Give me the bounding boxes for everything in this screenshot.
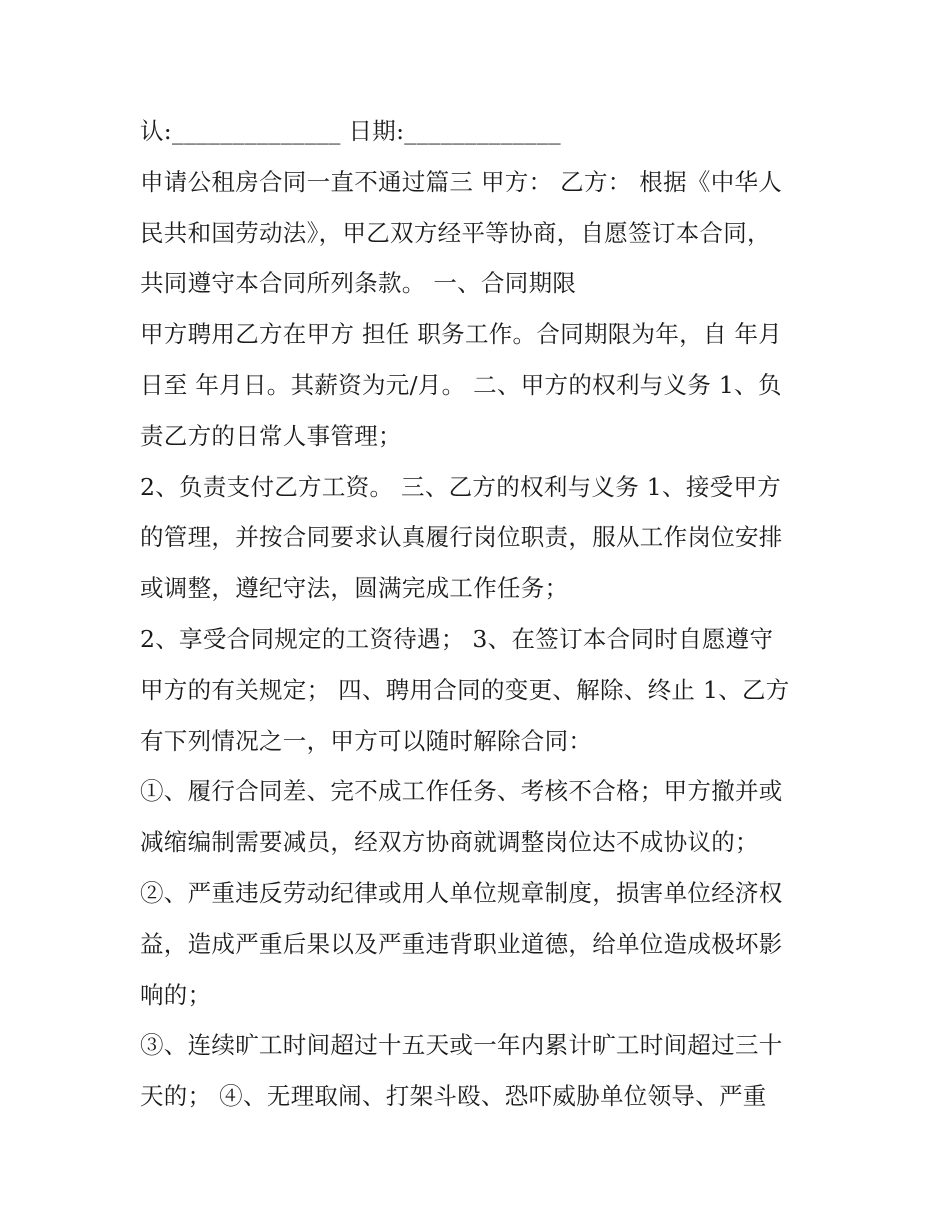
text-line: 响的； [140, 980, 212, 1009]
text-line: 甲方的有关规定； 四、聘用合同的变更、解除、终止 1、乙方 [140, 675, 790, 704]
text-line: 2、享受合同规定的工资待遇； 3、在签订本合同时自愿遵守 [140, 624, 774, 653]
text-line: 减缩编制需要减员，经双方协商就调整岗位达不成协议的； [140, 828, 759, 857]
text-line: 共同遵守本合同所列条款。 一、合同期限 [140, 269, 577, 298]
text-line: 或调整，遵纪守法，圆满完成工作任务； [140, 574, 569, 603]
text-line: ③、连续旷工时间超过十五天或一年内累计旷工时间超过三十 [140, 1031, 783, 1060]
text-line: 甲方聘用乙方在甲方 担任 职务工作。合同期限为年，自 年月 [140, 320, 783, 349]
text-line: 天的； ④、无理取闹、打架斗殴、恐吓威胁单位领导、严重 [140, 1082, 767, 1111]
text-line: 2、负责支付乙方工资。 三、乙方的权利与义务 1、接受甲方 [140, 472, 782, 501]
text-line: 益，造成严重后果以及严重违背职业道德，给单位造成极坏影 [140, 929, 783, 958]
text-line: 有下列情况之一，甲方可以随时解除合同： [140, 726, 593, 755]
text-line: ②、严重违反劳动纪律或用人单位规章制度，损害单位经济权 [140, 878, 783, 907]
text-line: 申请公租房合同一直不通过篇三 甲方： 乙方： 根据《中华人 [140, 167, 783, 196]
text-line: 认:______________ 日期:_____________ [140, 117, 561, 145]
text-line: 的管理，并按合同要求认真履行岗位职责，服从工作岗位安排 [140, 523, 783, 552]
text-line: 民共和国劳动法》，甲乙双方经平等协商，自愿签订本合同， [140, 218, 771, 247]
text-line: 责乙方的日常人事管理； [140, 421, 402, 450]
text-line: 日至 年月日。其薪资为元/月。 二、甲方的权利与义务 1、负 [140, 370, 782, 399]
contract-body-text [140, 106, 820, 1122]
text-line: ①、履行合同差、完不成工作任务、考核不合格；甲方撤并或 [140, 777, 783, 806]
